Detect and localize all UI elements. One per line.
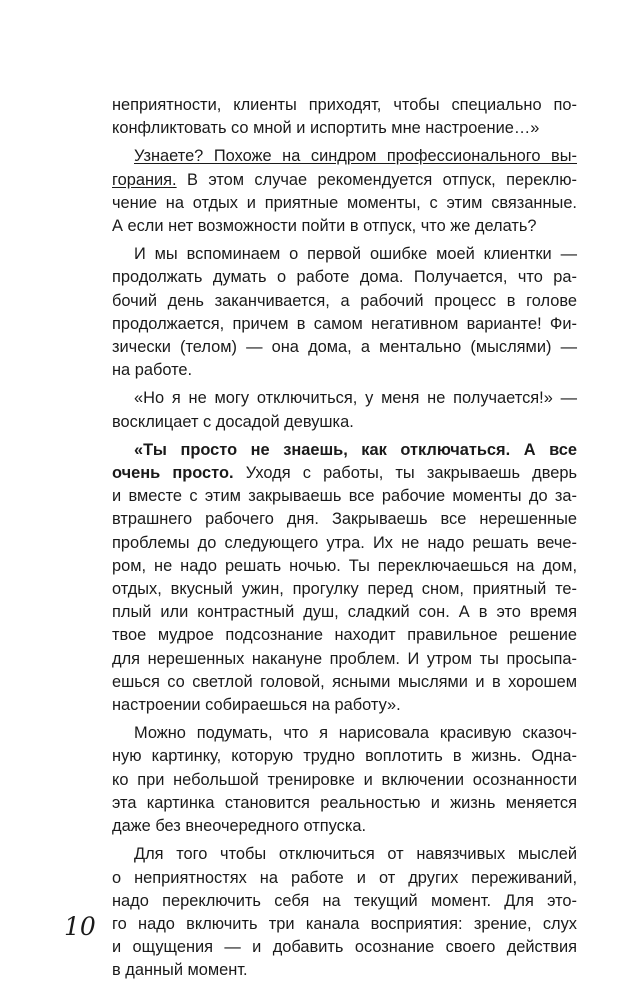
text-line: продолжается, причем в самом негативном варианте! Фи- — [112, 314, 577, 333]
body-text — [112, 94, 577, 988]
text-line — [112, 387, 577, 410]
text-line: и вместе с этим закрываешь все рабочие моменты до за- — [112, 487, 577, 506]
bold-phrase: «Ты просто не знаешь, как отключаться. А все — [134, 440, 577, 459]
text-line: и ощущения — и добавить осознание своего действия — [112, 938, 577, 957]
text-line: твое мудрое подсознание находит правильное решение — [112, 626, 577, 645]
text-line: бочий день заканчивается, а рабочий процесс в голове — [112, 291, 577, 310]
paragraph-7 — [112, 843, 577, 982]
text-line — [112, 169, 577, 192]
underlined-phrase: Узнаете? Похоже на синдром профессионального вы- — [134, 147, 577, 166]
text-line: плый или контрастный душ, сладкий сон. А в это время — [112, 603, 577, 622]
text-line: для нерешенных накануне проблем. И утром ты просыпа- — [112, 649, 577, 668]
text-line: ко при небольшой тренировке и включении осознанности — [112, 770, 577, 789]
text-line: ную картинку, которую трудно воплотить в жизнь. Одна- — [112, 747, 577, 766]
text-run: Можно подумать, что я нарисовала красивую сказоч- — [134, 724, 577, 743]
text-line: А если нет возможности пойти в отпуск, что же делать? — [112, 217, 537, 236]
text-line: в данный момент. — [112, 961, 248, 980]
paragraph-1 — [112, 94, 577, 140]
text-line: продолжать думать о работе дома. Получается, что ра- — [112, 268, 577, 287]
text-run: Для того чтобы отключиться от навязчивых мыслей — [134, 845, 577, 864]
underlined-phrase: горания. — [112, 170, 177, 189]
text-line: о неприятностях на работе и от других переживаний, — [112, 868, 577, 887]
text-line: го надо включить три канала восприятия: зрение, слух — [112, 914, 577, 933]
text-line: настроении собираешься на работу». — [112, 696, 401, 715]
text-run: В этом случае рекомендуется отпуск, переклю- — [176, 170, 577, 189]
text-line — [112, 843, 577, 866]
paragraph-6 — [112, 722, 577, 838]
text-line — [112, 722, 577, 745]
text-line: ром, не надо решать ночью. Ты переключаешься на дом, — [112, 556, 577, 575]
text-line: отдых, вкусный ужин, прогулку перед сном, приятный те- — [112, 580, 577, 599]
text-line: втрашнего рабочего дня. Закрываешь все нерешенные — [112, 510, 577, 529]
text-run: Уходя с работы, ты закрываешь дверь — [233, 464, 578, 483]
text-line: зически (телом) — она дома, а ментально (мыслями) — — [112, 338, 577, 357]
paragraph-5 — [112, 439, 577, 717]
text-line: проблемы до следующего утра. Их не надо решать вече- — [112, 533, 577, 552]
text-line — [112, 439, 577, 462]
text-line — [112, 462, 577, 485]
text-line: восклицает с досадой девушка. — [112, 412, 354, 431]
text-run: «Но я не могу отключиться, у меня не получается!» — — [134, 389, 577, 408]
text-line: даже без внеочередного отпуска. — [112, 817, 367, 836]
text-line: неприятности, клиенты приходят, чтобы специально по- — [112, 96, 577, 114]
bold-phrase: очень просто. — [112, 464, 234, 483]
text-line: чение на отдых и приятные моменты, с этим связанные. — [112, 193, 577, 212]
text-line — [112, 243, 577, 266]
text-line: на работе. — [112, 361, 193, 380]
text-line: эта картинка становится реальностью и жизнь меняется — [112, 793, 577, 812]
text-line: надо переключить себя на текущий момент. Для это- — [112, 891, 577, 910]
paragraph-4 — [112, 387, 577, 433]
text-line — [112, 145, 577, 168]
paragraph-3 — [112, 243, 577, 382]
text-run: И мы вспоминаем о первой ошибке моей клиентки — — [134, 245, 577, 264]
page-number: 10 — [64, 912, 96, 941]
text-line: конфликтовать со мной и испортить мне настроение…» — [112, 119, 540, 138]
paragraph-2 — [112, 145, 577, 238]
text-line: ешься со светлой головой, ясными мыслями и в хорошем — [112, 672, 577, 691]
